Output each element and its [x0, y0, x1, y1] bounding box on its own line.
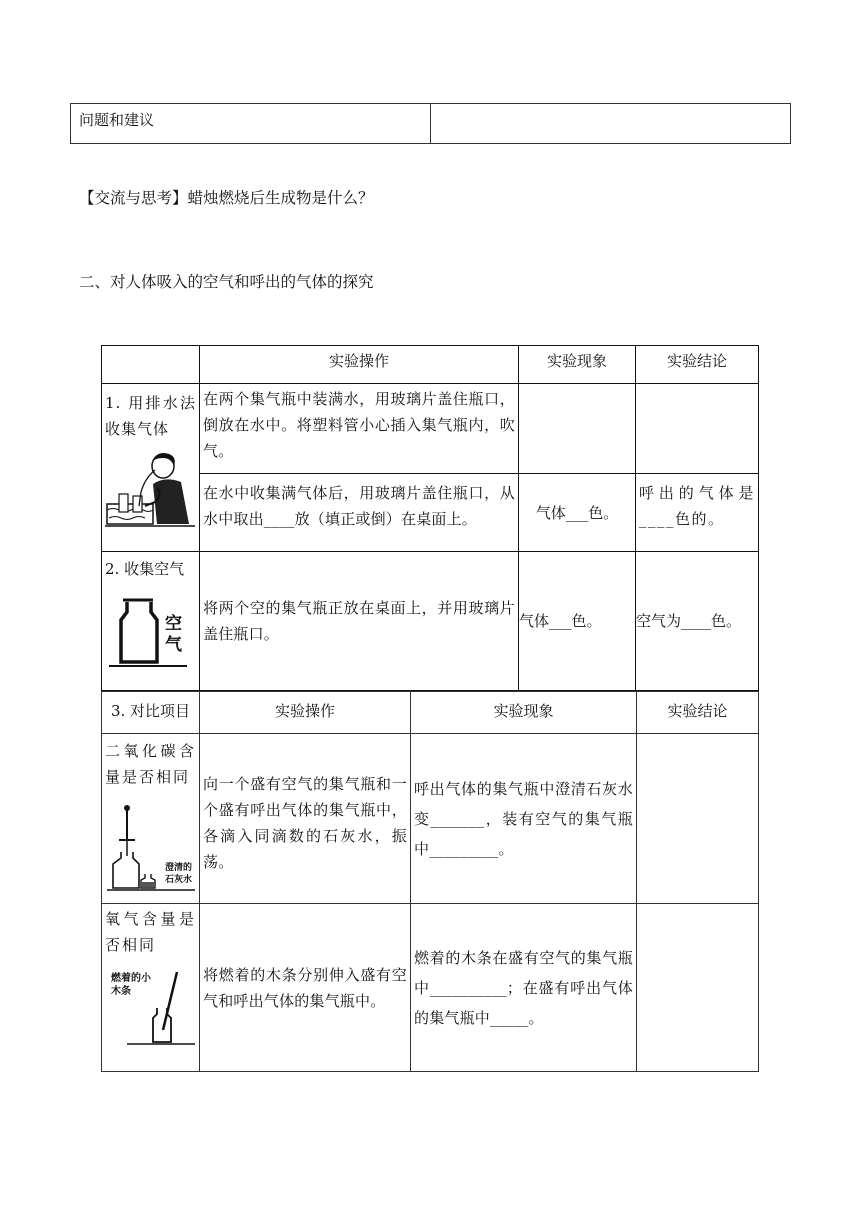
table2-row2-operation: 将燃着的木条分别伸入盛有空气和呼出气体的集气瓶中。	[200, 904, 411, 1072]
air-bottle-text: 空气	[165, 614, 182, 655]
table1-row2-phenomenon: 气体___色。	[519, 552, 636, 691]
person-blowing-illustration	[105, 448, 195, 530]
table2-row2-conclusion	[637, 904, 759, 1072]
table2-row2-label-cell	[102, 904, 200, 1072]
table1-header-conclusion: 实验结论	[636, 346, 759, 384]
table1-row2-label-cell	[102, 552, 200, 691]
table1-row2-label: 2. 收集空气	[105, 560, 185, 578]
experiment-table-2	[101, 691, 759, 1072]
table1-row1-label: 1. 用排水法收集气体	[105, 394, 196, 438]
table2-row1-conclusion	[637, 734, 759, 904]
burning-stick-illustration	[105, 966, 197, 1058]
air-bottle-illustration	[105, 598, 195, 676]
table1-row1-phenomenon-b: 气体___色。	[519, 474, 636, 552]
table2-row1-phenomenon: 呼出气体的集气瓶中澄清石灰水变_______，装有空气的集气瓶中_________。	[411, 734, 637, 904]
table1-corner	[102, 346, 200, 384]
table2-row1-operation: 向一个盛有空气的集气瓶和一个盛有呼出气体的集气瓶中，各滴入同滴数的石灰水，振荡。	[200, 734, 411, 904]
table2-row1-label: 二氧化碳含量是否相同	[105, 742, 196, 786]
discussion-text: 【交流与思考】蜡烛燃烧后生成物是什么？	[79, 189, 374, 207]
table2-header-phenomenon: 实验现象	[411, 692, 637, 734]
section-title: 二、对人体吸入的空气和呼出的气体的探究	[79, 273, 374, 291]
table1-header-operation: 实验操作	[200, 346, 519, 384]
table1-row1-operation-b: 在水中收集满气体后，用玻璃片盖住瓶口，从水中取出____放（填正或倒）在桌面上。	[200, 474, 519, 552]
table1-row1-conclusion-a	[636, 384, 759, 474]
top-table	[70, 103, 791, 144]
table2-header-conclusion: 实验结论	[637, 692, 759, 734]
table2-header-item: 3. 对比项目	[102, 692, 200, 734]
limewater-text: 澄清的石灰水	[165, 863, 193, 885]
table2-header-operation: 实验操作	[200, 692, 411, 734]
table1-header-phenomenon: 实验现象	[519, 346, 636, 384]
table1-row2-conclusion: 空气为____色。	[636, 552, 759, 691]
table1-row1-operation-a: 在两个集气瓶中装满水，用玻璃片盖住瓶口，倒放在水中。将塑料管小心插入集气瓶内，吹气。	[200, 384, 519, 474]
table1-row1-phenomenon-a	[519, 384, 636, 474]
table2-row2-phenomenon: 燃着的木条在盛有空气的集气瓶中__________；在盛有呼出气体的集气瓶中_____。	[411, 904, 637, 1072]
table1-row2-operation: 将两个空的集气瓶正放在桌面上，并用玻璃片盖住瓶口。	[200, 552, 519, 691]
table2-row1-label-cell	[102, 734, 200, 904]
limewater-illustration	[105, 800, 197, 896]
table2-row2-label: 氧气含量是否相同	[105, 910, 196, 954]
top-table-value	[431, 104, 791, 144]
experiment-table-1	[101, 345, 759, 691]
table1-row1-conclusion-b: 呼出的气体是____色的。	[636, 474, 759, 552]
top-table-label: 问题和建议	[71, 104, 431, 144]
burning-stick-text: 燃着的小木条	[111, 973, 151, 997]
table1-row1-label-cell	[102, 384, 200, 552]
